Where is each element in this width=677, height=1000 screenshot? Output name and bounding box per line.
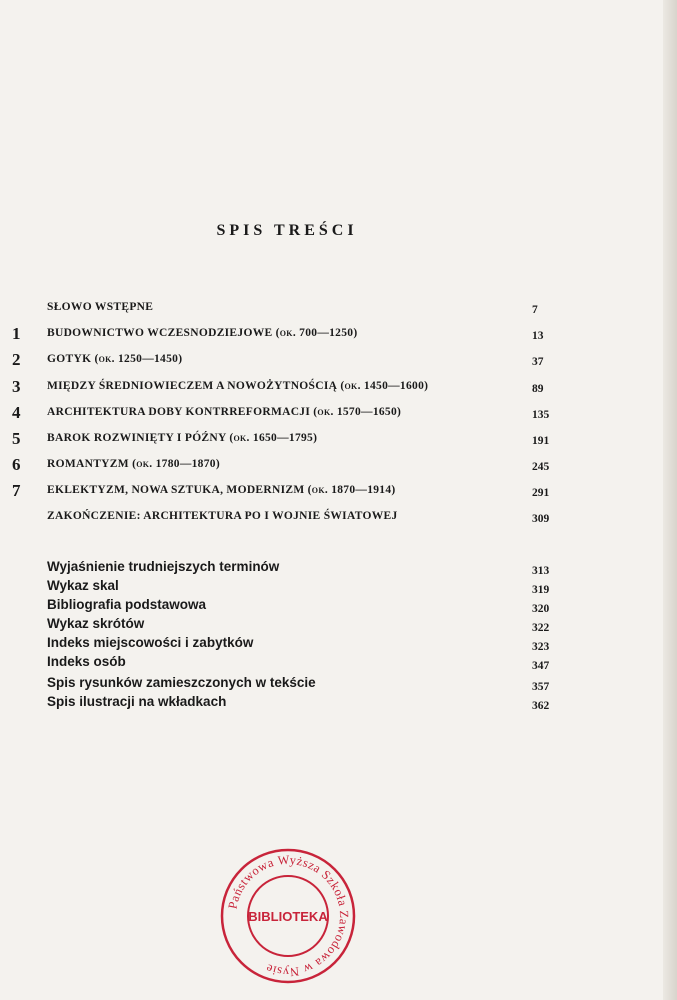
chapter-title: ARCHITEKTURA DOBY KONTRREFORMACJI (ok. 1570—1650) xyxy=(47,406,402,418)
chapter-number: 7 xyxy=(12,481,21,500)
page-number: 245 xyxy=(532,461,550,473)
chapter-number: 4 xyxy=(12,403,21,422)
chapter-number: 5 xyxy=(12,429,21,448)
toc-row-preface[interactable] xyxy=(0,301,677,323)
toc-row-chapter-5[interactable] xyxy=(0,429,677,454)
chapter-number: 2 xyxy=(12,350,21,369)
chapter-number: 1 xyxy=(12,324,21,343)
page-number: 89 xyxy=(532,383,544,395)
page-title: SPIS TREŚCI xyxy=(216,222,358,239)
page-number: 322 xyxy=(532,622,550,634)
appendix-title: Wykaz skrótów xyxy=(47,616,145,631)
toc-row-chapter-1[interactable] xyxy=(0,324,677,349)
appendix-title: Indeks osób xyxy=(47,654,126,669)
page-number: 323 xyxy=(532,641,550,653)
page-number: 320 xyxy=(532,603,550,615)
appendix-title: Wykaz skal xyxy=(47,578,119,593)
toc-row-chapter-2[interactable] xyxy=(0,350,677,375)
stamp-center-text: BIBLIOTEKA xyxy=(248,909,328,924)
page-number: 135 xyxy=(532,409,550,421)
chapter-title: SŁOWO WSTĘPNE xyxy=(47,301,154,313)
appendix-title: Spis rysunków zamieszczonych w tekście xyxy=(47,675,316,690)
chapter-title: BAROK ROZWINIĘTY I PÓŹNY (ok. 1650—1795) xyxy=(47,432,318,444)
page-number: 7 xyxy=(532,304,538,316)
chapter-title: ROMANTYZM (ok. 1780—1870) xyxy=(47,458,220,470)
chapter-title: ZAKOŃCZENIE: ARCHITEKTURA PO I WOJNIE ŚWIATOWEJ xyxy=(47,510,398,522)
chapter-title: EKLEKTYZM, NOWA SZTUKA, MODERNIZM (ok. 1870—1914) xyxy=(47,484,396,496)
appendix-title: Wyjaśnienie trudniejszych terminów xyxy=(47,559,280,574)
toc-row-chapter-4[interactable] xyxy=(0,403,677,428)
stamp-ring-text: Państwowa Wyższa Szkoła Zawodowa w Nysie xyxy=(225,852,352,980)
toc-row-conclusion[interactable] xyxy=(0,510,677,532)
page-number: 313 xyxy=(532,565,550,577)
page-number: 291 xyxy=(532,487,550,499)
toc-row-illustrations-list[interactable] xyxy=(0,694,677,719)
toc-row-chapter-7[interactable] xyxy=(0,481,677,506)
page-number: 362 xyxy=(532,700,550,712)
page-number: 309 xyxy=(532,513,550,525)
appendix-title: Spis ilustracji na wkładkach xyxy=(47,694,227,709)
chapter-title: BUDOWNICTWO WCZESNODZIEJOWE (ok. 700—1250) xyxy=(47,327,358,339)
page-number: 357 xyxy=(532,681,550,693)
appendix-title: Indeks miejscowości i zabytków xyxy=(47,635,254,650)
page-number: 37 xyxy=(532,356,544,368)
page-number: 13 xyxy=(532,330,544,342)
page-number: 319 xyxy=(532,584,550,596)
library-stamp xyxy=(218,846,358,986)
chapter-number: 3 xyxy=(12,377,21,396)
toc-row-chapter-3[interactable] xyxy=(0,377,677,402)
toc-row-chapter-6[interactable] xyxy=(0,455,677,480)
appendix-title: Bibliografia podstawowa xyxy=(47,597,207,612)
page-number: 191 xyxy=(532,435,550,447)
chapter-title: GOTYK (ok. 1250—1450) xyxy=(47,353,183,365)
page-number: 347 xyxy=(532,660,550,672)
chapter-number: 6 xyxy=(12,455,21,474)
chapter-title: MIĘDZY ŚREDNIOWIECZEM A NOWOŻYTNOŚCIĄ (ok. 1450—1600) xyxy=(47,380,429,392)
